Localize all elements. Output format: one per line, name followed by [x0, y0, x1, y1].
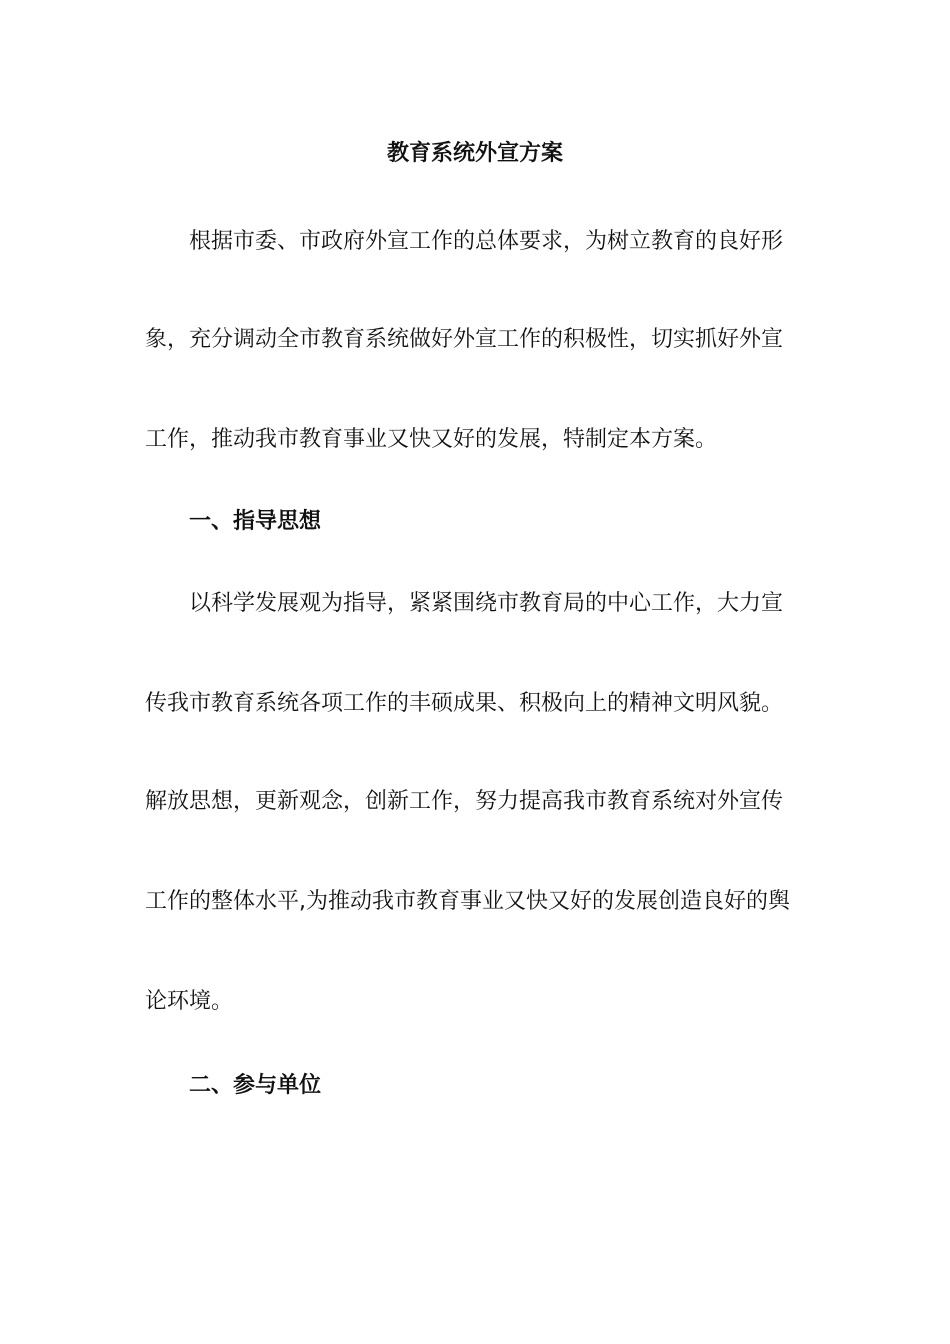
section-heading-guiding-ideology: 一、指导思想 — [189, 509, 322, 534]
section1-paragraph-line: 解放思想，更新观念，创新工作，努力提高我市教育系统对外宣传 — [145, 789, 784, 814]
intro-paragraph-line: 工作，推动我市教育事业又快又好的发展，特制定本方案。 — [145, 427, 718, 452]
section-heading-participating-units: 二、参与单位 — [189, 1073, 322, 1098]
section1-paragraph-line: 以科学发展观为指导，紧紧围绕市教育局的中心工作，大力宣 — [189, 591, 784, 616]
intro-paragraph-line: 象，充分调动全市教育系统做好外宣工作的积极性，切实抓好外宣 — [145, 327, 784, 352]
intro-paragraph-line: 根据市委、市政府外宣工作的总体要求，为树立教育的良好形 — [189, 229, 784, 254]
section1-paragraph-line: 论环境。 — [145, 989, 234, 1014]
section1-paragraph-line: 工作的整体水平,为推动我市教育事业又快又好的发展创造良好的舆 — [145, 889, 790, 914]
document-title: 教育系统外宣方案 — [386, 141, 563, 166]
section1-paragraph-line: 传我市教育系统各项工作的丰硕成果、积极向上的精神文明风貌。 — [145, 691, 784, 716]
